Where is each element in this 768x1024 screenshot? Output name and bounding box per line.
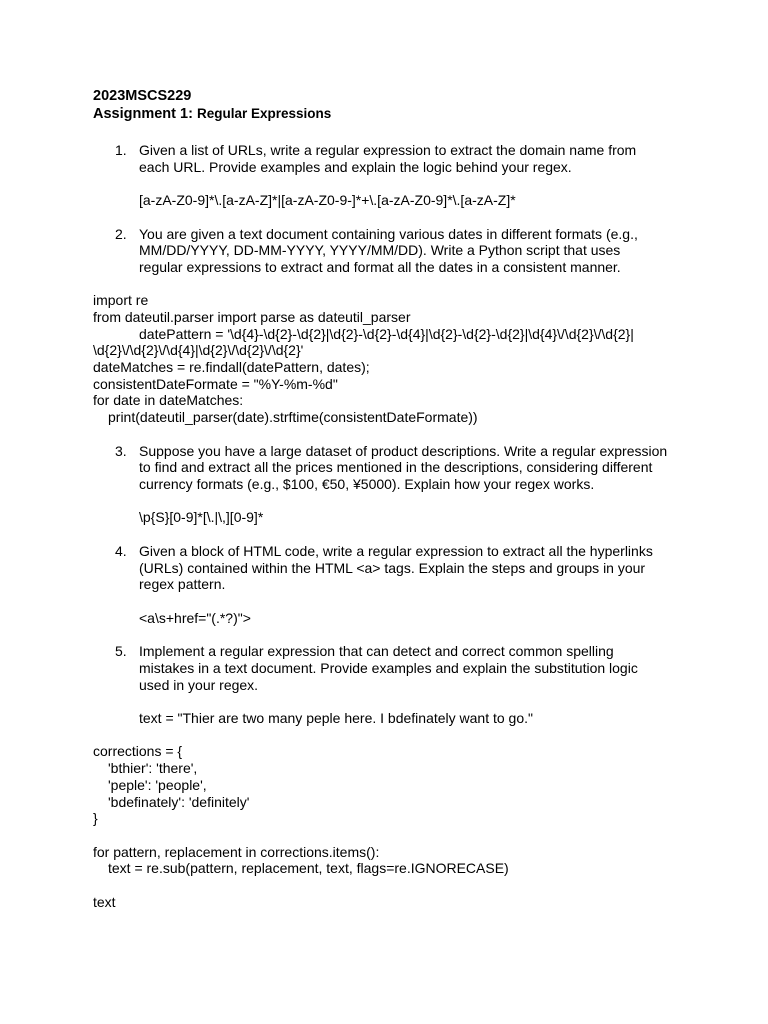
answer-code: text = "Thier are two many peple here. I bdefinately want to go." (139, 710, 533, 726)
answer-regex: \p{S}[0-9]*[\.|\,][0-9]* (139, 509, 264, 525)
question-text: currency formats (e.g., $100, €50, ¥5000). Explain how your regex works. (139, 476, 595, 492)
code-line: from dateutil.parser import parse as dateutil_parser (93, 309, 411, 325)
question-number: 1. (115, 142, 127, 158)
code-line: consistentDateFormate = "%Y-%m-%d" (93, 376, 338, 392)
code-line: datePattern = '\d{4}-\d{2}-\d{2}|\d{2}-\d{2}-\d{4}|\d{2}-\d{2}-\d{2}|\d{4}\/\d{2}\/\d{2}| (139, 326, 634, 342)
assignment-label: Assignment 1: (93, 106, 193, 122)
question-text: Implement a regular expression that can detect and correct common spelling (139, 643, 614, 659)
question-text: mistakes in a text document. Provide examples and explain the substitution logic (139, 660, 638, 676)
code-line: 'bdefinately': 'definitely' (108, 794, 250, 810)
question-text: Suppose you have a large dataset of product descriptions. Write a regular expression (139, 443, 668, 459)
code-line: import re (93, 292, 149, 308)
question-text: (URLs) contained within the HTML <a> tags. Explain the steps and groups in your (139, 560, 646, 576)
question-text: used in your regex. (139, 677, 259, 693)
code-line: 'bthier': 'there', (108, 760, 198, 776)
code-line: for pattern, replacement in corrections.items(): (93, 844, 380, 860)
code-line: text = re.sub(pattern, replacement, text, flags=re.IGNORECASE) (108, 860, 509, 876)
code-line: 'peple': 'people', (108, 777, 207, 793)
code-line: text (93, 894, 116, 910)
question-text: each URL. Provide examples and explain the logic behind your regex. (139, 159, 572, 175)
code-line: } (93, 810, 98, 826)
student-id: 2023MSCS229 (93, 88, 192, 104)
code-line: for date in dateMatches: (93, 392, 244, 408)
question-text: Given a block of HTML code, write a regular expression to extract all the hyperlinks (139, 543, 653, 559)
assignment-title (93, 106, 331, 123)
question-text: MM/DD/YYYY, DD-MM-YYYY, YYYY/MM/DD). Write a Python script that uses (139, 242, 621, 258)
question-text: regular expressions to extract and format all the dates in a consistent manner. (139, 259, 621, 275)
question-number: 4. (115, 543, 127, 559)
question-text: to find and extract all the prices mentioned in the descriptions, considering different (139, 459, 653, 475)
question-text: You are given a text document containing various dates in different formats (e.g., (139, 226, 638, 242)
answer-regex: [a-zA-Z0-9]*\.[a-zA-Z]*|[a-zA-Z0-9-]*+\.[a-zA-Z0-9]*\.[a-zA-Z]* (139, 192, 516, 208)
assignment-topic: Regular Expressions (196, 106, 332, 121)
code-line: \d{2}\/\d{2}\/\d{4}|\d{2}\/\d{2}\/\d{2}' (93, 342, 304, 358)
code-line: print(dateutil_parser(date).strftime(consistentDateFormate)) (108, 409, 478, 425)
code-line: dateMatches = re.findall(datePattern, dates); (93, 359, 370, 375)
question-number: 3. (115, 443, 127, 459)
question-number: 5. (115, 643, 127, 659)
question-text: regex pattern. (139, 576, 226, 592)
question-text: Given a list of URLs, write a regular expression to extract the domain name from (139, 142, 637, 158)
code-line: corrections = { (93, 743, 183, 759)
answer-regex: <a\s+href="(.*?)"> (139, 610, 251, 626)
question-number: 2. (115, 226, 127, 242)
